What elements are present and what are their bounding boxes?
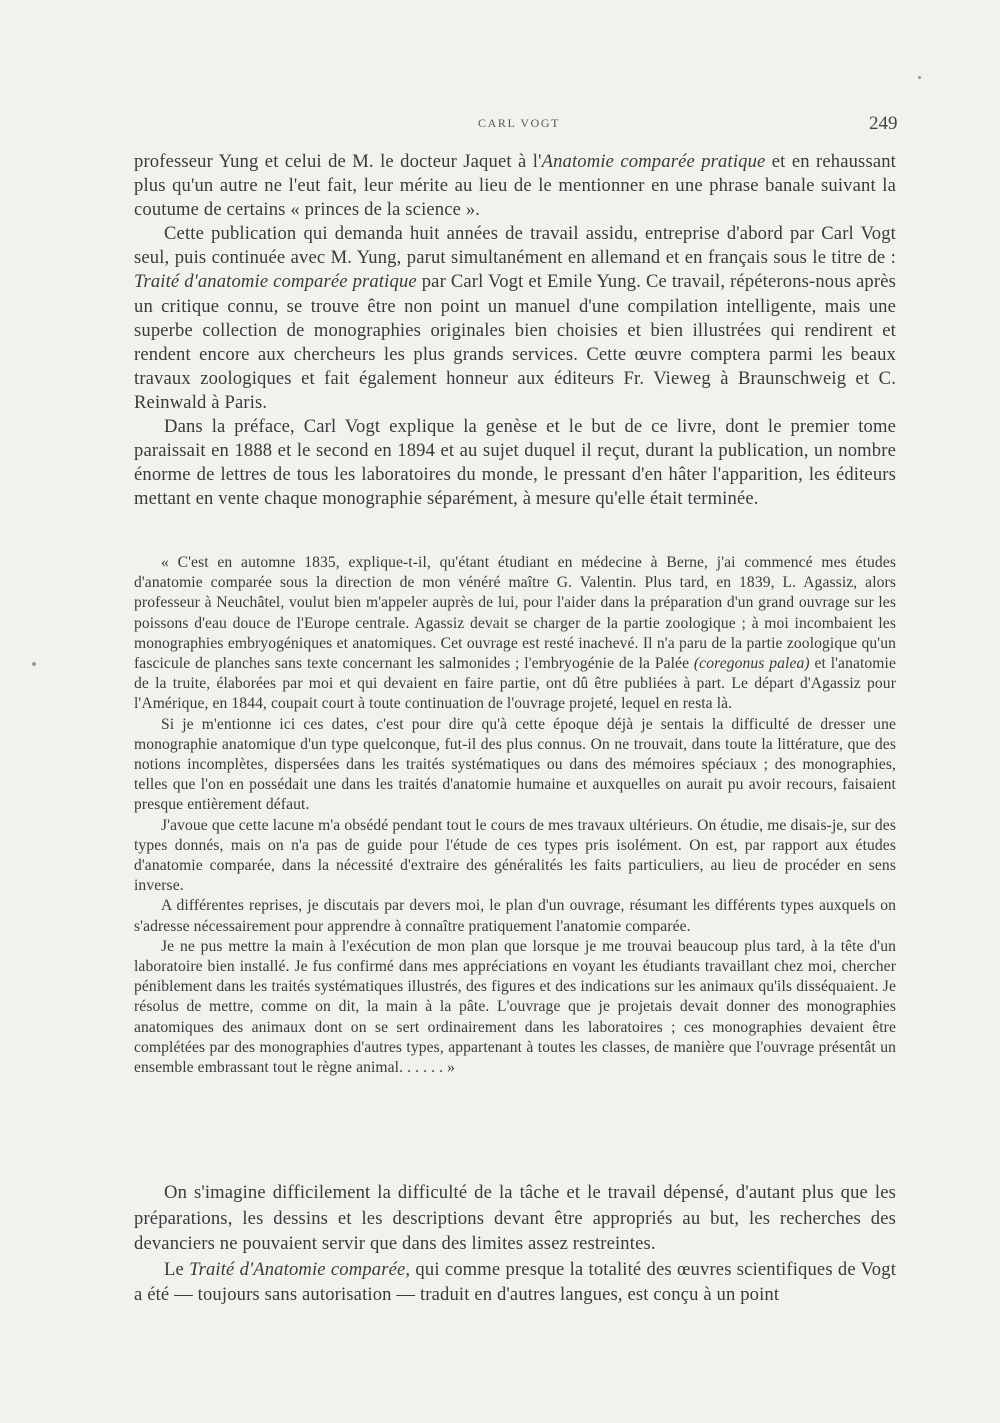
paragraph-2 <box>134 222 896 415</box>
running-head <box>0 113 1000 138</box>
quote-1-text-c: et l'anatomie de la truite, élaborées par moi et qui devaient en faire partie, ont dû être publiées à part. Le départ d'Agassiz pour l'Amérique, en 1844, coupait court à toute continuation de l'ouvrage projeté, lequel en resta là. <box>134 655 896 713</box>
paper-speck <box>32 662 36 666</box>
main-text <box>134 150 896 511</box>
quote-1-text-a: « C'est en automne 1835, explique-t-il, qu'étant étudiant en médecine à Berne, j'ai commencé mes études d'anatomie comparée sous la direction de mon vénéré maître G. Valentin. Plus tard, en 1839, L. Agassiz, alors professeur à Neuchâtel, voulut bien m'appeler auprès de lui, pour l'aider dans la préparation d'un grand ouvrage sur les poissons d'eau douce de l'Europe centrale. Agassiz devait se charger de la partie zoologique ; à moi incombaient les monographies embryogéniques et anatomiques. Cet ouvrage est resté inachevé. Il n'a paru de la partie zoologique qu'un fascicule de planches sans texte concernant les salmonides ; l'embryogénie de la Palée <box>134 554 896 673</box>
paragraph-1 <box>134 150 896 222</box>
paragraph-1-text-c: et en rehaussant plus qu'un autre ne l'eut fait, leur mérite au lieu de le mentionner en une phrase banale suivant la coutume de certains « princes de la science ». <box>134 151 896 221</box>
paragraph-3: Dans la préface, Carl Vogt explique la genèse et le but de ce livre, dont le premier tome paraissait en 1888 et le second en 1894 et au sujet duquel il reçut, durant la publication, un nombre énorme de lettres de tous les laboratoires du monde, le pressant d'en hâter l'apparition, les éditeurs mettant en vente chaque monographie séparément, à mesure qu'elle était terminée. <box>134 416 896 510</box>
page-number: 249 <box>869 113 898 134</box>
closing-paragraph-1: On s'imagine difficilement la difficulté de la tâche et le travail dépensé, d'autant plus que les préparations, les dessins et les descriptions devant être appropriés au but, les recherches des devanciers ne pouvaient servir que dans des limites assez restreintes. <box>134 1182 896 1254</box>
paragraph-2-text-c: par Carl Vogt et Emile Yung. Ce travail, répéterons-nous après un critique connu, se trouve être non point un manuel d'une compilation intelligente, mais une superbe collection de monographies originales bien choisies et bien illustrées qui rendirent et rendent encore aux chercheurs les plus grands services. Cette œuvre comptera parmi les beaux travaux zoologiques et fait également honneur aux éditeurs Fr. Vieweg à Braunschweig et C. Reinwald à Paris. <box>134 271 896 413</box>
treatise-title-italic-2: Traité d'Anatomie comparée, <box>189 1258 411 1280</box>
paragraph-2-text-a: Cette publication qui demanda huit années de travail assidu, entreprise d'abord par Carl Vogt seul, puis continuée avec M. Yung, parut simultanément en allemand et en français sous le titre de : <box>134 223 896 269</box>
paragraph-1-text-a: professeur Yung et celui de M. le docteur Jaquet à l' <box>134 151 542 172</box>
quote-paragraph-1 <box>134 553 896 715</box>
paper-speck <box>918 76 921 79</box>
quote-paragraph-5: Je ne pus mettre la main à l'exécution de mon plan que lorsque je me trouvai beaucoup plus tard, à la tête d'un laboratoire bien installé. Je fus confirmé dans mes appréciations en voyant les étudiants travaillant chez moi, chercher péniblement dans les traités systématiques illustrés, des figures et des indications sur les animaux qu'ils disséquaient. Je résolus de mettre, comme on dit, la main à la pâte. L'ouvrage que je projetais devait donner des monographies anatomiques des animaux dont on se sert ordinairement dans les laboratoires ; ces monographies devaient être complétées par des monographies d'autres types, appartenant à toutes les classes, de manière que l'ouvrage présentât un ensemble embrassant tout le règne animal. . . . . . » <box>134 937 896 1077</box>
closing-2-text-a: Le <box>164 1258 190 1280</box>
block-quote <box>134 553 896 1078</box>
book-title-italic: Anatomie comparée pratique <box>541 151 766 172</box>
closing-2-text-c: qui comme presque la totalité des œuvres scientifiques de Vogt a été — toujours sans autorisation — traduit en d'autres langues, est conçu à un point <box>134 1258 897 1305</box>
species-name-italic: (coregonus palea) <box>693 655 810 673</box>
quote-paragraph-4: A différentes reprises, je discutais par devers moi, le plan d'un ouvrage, résumant les différents types auxquels on s'adresse nécessairement pour apprendre à connaître pratiquement l'anatomie comparée. <box>134 897 896 935</box>
running-title: CARL VOGT <box>478 116 561 130</box>
quote-paragraph-3: J'avoue que cette lacune m'a obsédé pendant tout le cours de mes travaux ultérieurs. On étudie, me disais-je, sur des types donnés, mais on n'a pas de guide pour l'étude de ces types pris isolément. On est, par rapport aux études d'anatomie comparée, dans la nécessité d'extraire des généralités les faits particuliers, au lieu de procéder en sens inverse. <box>134 816 896 895</box>
closing-paragraph-2 <box>134 1257 896 1308</box>
treatise-title-italic: Traité d'anatomie comparée pratique <box>134 271 417 293</box>
closing-text <box>134 1180 896 1308</box>
quote-paragraph-2: Si je m'entionne ici ces dates, c'est pour dire qu'à cette époque déjà je sentais la difficulté de dresser une monographie anatomique d'un type quelconque, fut-il des plus connus. On ne trouvait, dans toute la littérature, que des notions incomplètes, dispersées dans les traités systématiques ou dans des mémoires spéciaux ; des monographies, telles que l'on en possédait une dans les traités d'anatomie humaine et auxquelles on aurait pu avoir recours, faisaient presque entièrement défaut. <box>134 715 896 814</box>
